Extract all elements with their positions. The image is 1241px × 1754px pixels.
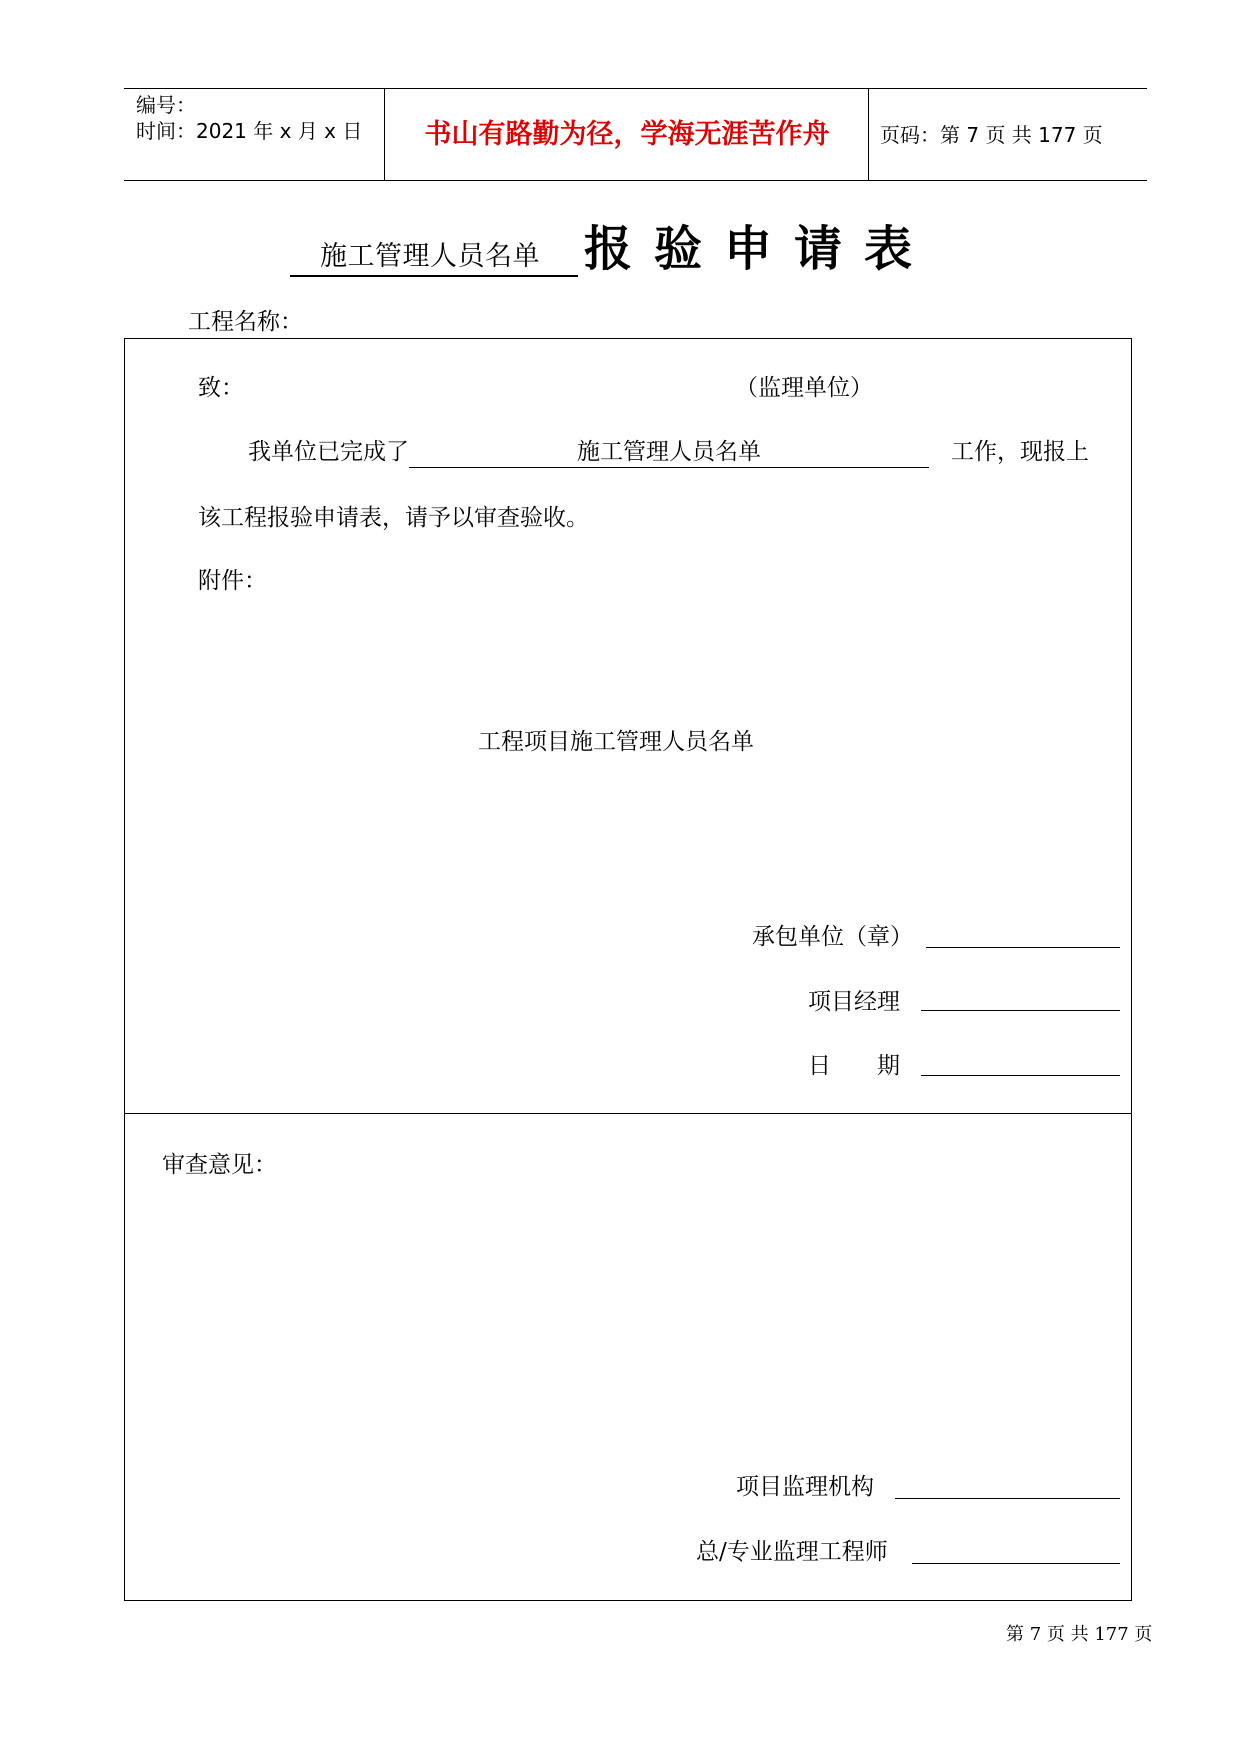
footer-page-number: 第 7 页 共 177 页 bbox=[1006, 1624, 1153, 1645]
project-manager-label: 项目经理 bbox=[808, 989, 900, 1015]
attachment-label: 附件： bbox=[198, 568, 267, 594]
header-divider-right bbox=[868, 88, 869, 181]
to-label: 致： bbox=[198, 375, 244, 401]
completion-work-item: 施工管理人员名单 bbox=[409, 437, 929, 468]
page-number-label: 页码：第 7 页 共 177 页 bbox=[880, 123, 1103, 147]
serial-label: 编号： bbox=[136, 93, 196, 117]
review-box bbox=[124, 1113, 1132, 1601]
contractor-label: 承包单位（章） bbox=[752, 924, 913, 950]
project-name-label: 工程名称： bbox=[188, 309, 303, 335]
supervision-org-signature-line[interactable] bbox=[895, 1498, 1120, 1499]
date-label: 日 期 bbox=[808, 1053, 900, 1079]
completion-prefix: 我单位已完成了 bbox=[248, 439, 409, 465]
supervisor-unit-label: （监理单位） bbox=[735, 375, 873, 401]
contractor-signature-line[interactable] bbox=[926, 947, 1120, 948]
header-divider-left bbox=[384, 88, 385, 181]
supervision-org-label: 项目监理机构 bbox=[736, 1474, 874, 1500]
motto-text: 书山有路勤为径，学海无涯苦作舟 bbox=[424, 119, 830, 150]
title-subject: 施工管理人员名单 bbox=[290, 234, 578, 277]
request-statement: 该工程报验申请表，请予以审查验收。 bbox=[198, 505, 589, 531]
review-opinion-label: 审查意见： bbox=[162, 1152, 277, 1178]
chief-engineer-label: 总/专业监理工程师 bbox=[696, 1539, 888, 1565]
project-manager-signature-line[interactable] bbox=[921, 1010, 1120, 1011]
title-main: 报验申请表 bbox=[584, 221, 935, 277]
chief-engineer-signature-line[interactable] bbox=[912, 1563, 1120, 1564]
header-bottom-rule bbox=[124, 180, 1147, 181]
header-top-rule bbox=[124, 88, 1147, 89]
completion-suffix: 工作，现报上 bbox=[951, 439, 1089, 465]
page-title bbox=[290, 210, 934, 280]
date-line[interactable] bbox=[921, 1075, 1120, 1076]
time-label: 时间：2021 年 x 月 x 日 bbox=[136, 119, 363, 143]
completion-statement bbox=[248, 437, 1089, 468]
attachment-item: 工程项目施工管理人员名单 bbox=[478, 729, 754, 755]
